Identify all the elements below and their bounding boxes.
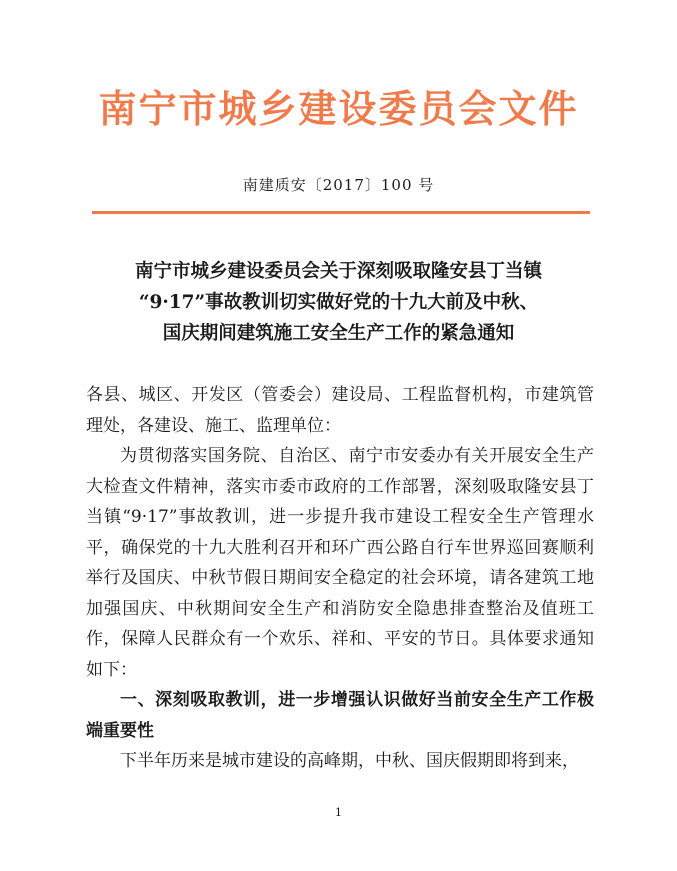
- intro-paragraph: 为贯彻落实国务院、自治区、南宁市安委办有关开展安全生产大检查文件精神，落实市委市政府的工作部署，深刻吸取隆安县丁当镇“9·17”事故教训，进一步提升我市建设工程安全生产管理水平，确保党的十九大胜利召开和环广西公路自行车世界巡回赛顺利举行及国庆、中秋节假日期间安全稳定的社会环境，请各建筑工地加强国庆、中秋期间安全生产和消防安全隐患排查整治及值班工作，保障人民群众有一个欢乐、祥和、平安的节日。具体要求通知如下：: [86, 446, 594, 680]
- notice-body: [86, 380, 594, 777]
- notice-title-line-1: 南宁市城乡建设委员会关于深刻吸取隆安县丁当镇: [134, 261, 542, 282]
- issuer-header-title: 南宁市城乡建设委员会文件: [98, 87, 579, 131]
- section-1-paragraph: 下半年历来是城市建设的高峰期，中秋、国庆假期即将到来，: [120, 751, 579, 771]
- page-number: 1: [335, 806, 342, 819]
- notice-title-line-2: “9·17”事故教训切实做好党的十九大前及中秋、: [138, 292, 539, 313]
- document-number: 南建质安〔2017〕100 号: [242, 176, 435, 194]
- notice-title-line-3: 国庆期间建筑施工安全生产工作的紧急通知: [162, 323, 515, 344]
- red-divider-line: [92, 211, 590, 214]
- section-1-heading: 一、深刻吸取教训，进一步增强认识做好当前安全生产工作极端重要性: [86, 690, 594, 741]
- notice-title: [60, 256, 617, 349]
- addressee-paragraph: 各县、城区、开发区（管委会）建设局、工程监督机构，市建筑管理处，各建设、施工、监理单位：: [86, 385, 594, 436]
